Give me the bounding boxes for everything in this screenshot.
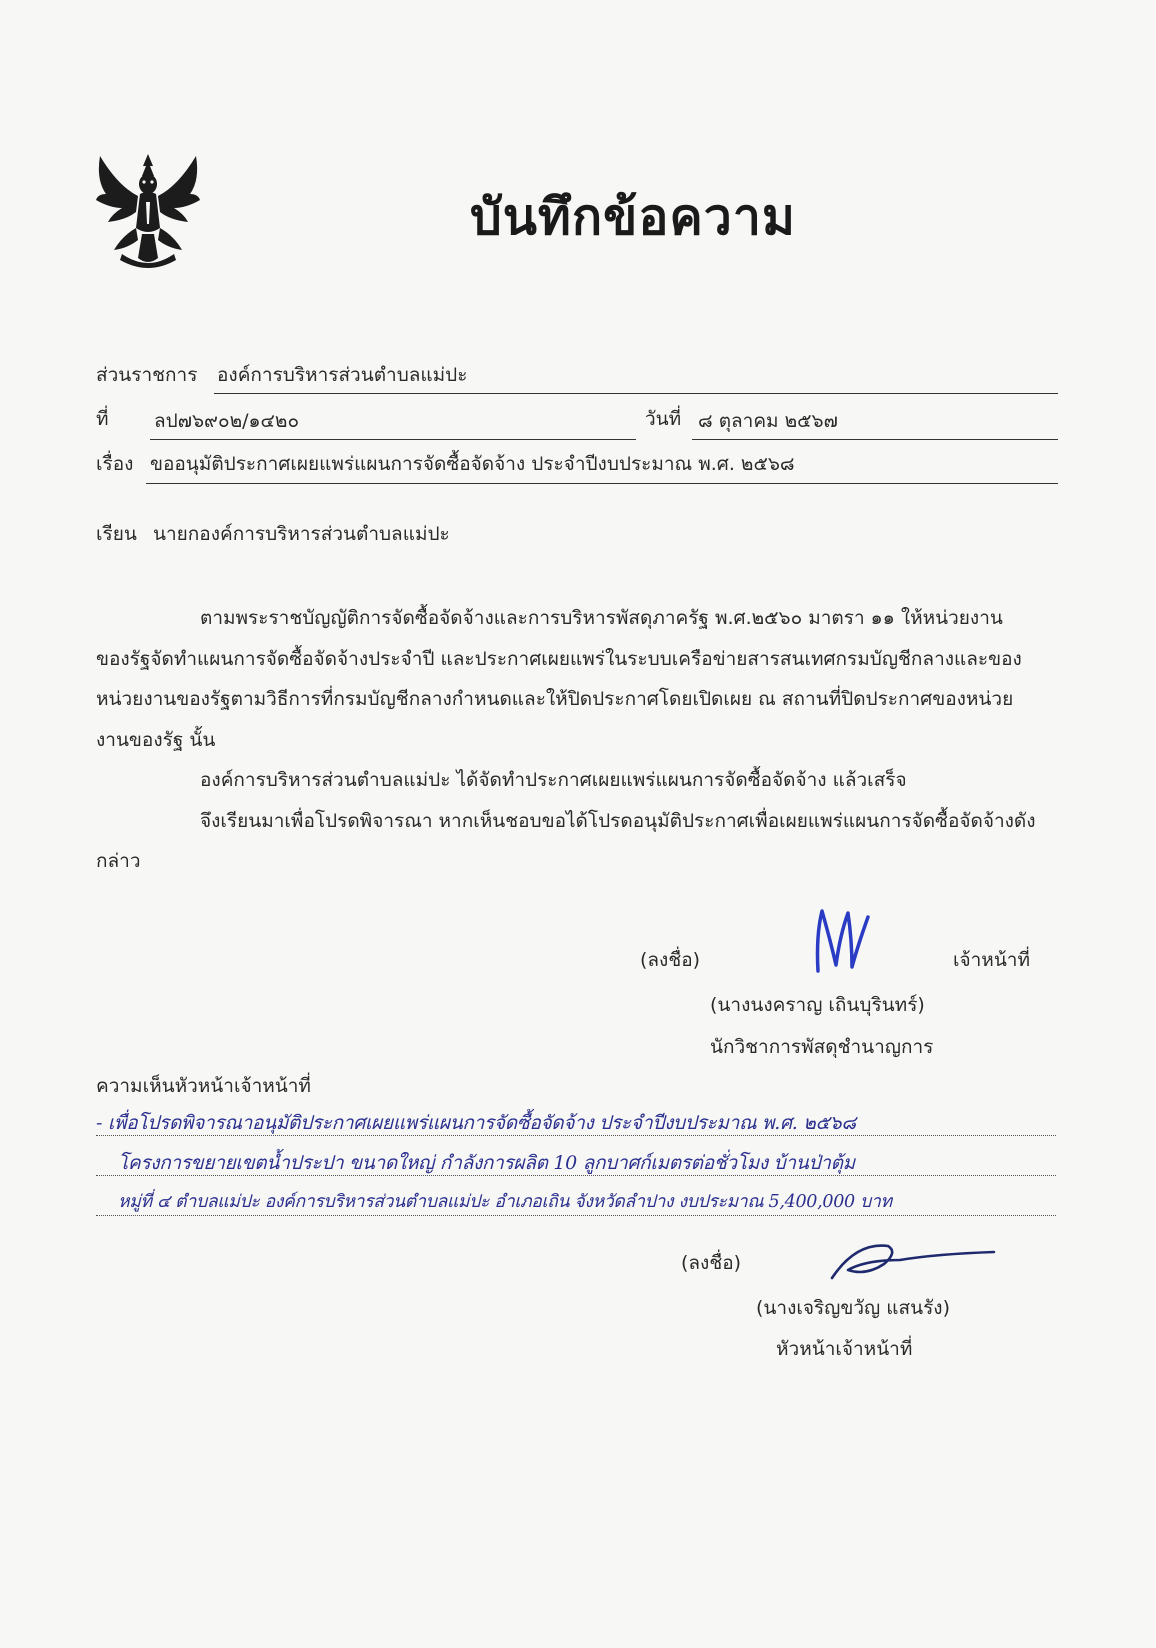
dotted-line	[96, 1175, 1056, 1176]
body-line: งานของรัฐ นั้น	[96, 728, 216, 751]
body-line: กล่าว	[96, 850, 141, 872]
opinion-label: ความเห็นหัวหน้าเจ้าหน้าที่	[96, 1075, 311, 1097]
dotted-line	[96, 1215, 1056, 1216]
agency-label: ส่วนราชการ	[96, 364, 198, 386]
subject-underline	[146, 483, 1058, 484]
dotted-line	[96, 1135, 1056, 1136]
to-label: เรียน	[96, 523, 137, 545]
to-value: นายกองค์การบริหารส่วนตำบลแม่ปะ	[153, 523, 450, 545]
garuda-emblem-icon	[92, 150, 204, 270]
body-line: จึงเรียนมาเพื่อโปรดพิจารณา หากเห็นชอบขอได้โปรดอนุมัติประกาศเพื่อเผยแพร่แผนการจัดซื้อจัดจ้างดัง	[200, 809, 1036, 832]
opinion-handwritten-line3: หมู่ที่ ๔ ตำบลแม่ปะ องค์การบริหารส่วนตำบลแม่ปะ อำเภอเถิน จังหวัดลำปาง งบประมาณ 5,400,000 บาท	[118, 1192, 892, 1212]
opinion-handwritten-line2: โครงการขยายเขตน้ำประปา ขนาดใหญ่ กำลังการผลิต 10 ลูกบาศก์เมตรต่อชั่วโมง บ้านป่าตุ้ม	[118, 1152, 855, 1174]
date-label: วันที่	[645, 408, 682, 430]
subject-label: เรื่อง	[96, 453, 134, 475]
ref-label: ที่	[96, 408, 109, 430]
agency-underline	[214, 393, 1058, 394]
signature1-role-suffix: เจ้าหน้าที่	[953, 949, 1031, 971]
signature1-position: นักวิชาการพัสดุชำนาญการ	[710, 1036, 934, 1058]
ref-value: ลป๗๖๙๐๒/๑๔๒๐	[154, 410, 300, 432]
signature2-sign-label: (ลงชื่อ)	[681, 1252, 742, 1274]
subject-value: ขออนุมัติประกาศเผยแพร่แผนการจัดซื้อจัดจ้าง ประจำปีงบประมาณ พ.ศ. ๒๕๖๘	[150, 453, 795, 475]
body-line: ของรัฐจัดทำแผนการจัดซื้อจัดจ้างประจำปี และประกาศเผยแพร่ในระบบเครือข่ายสารสนเทศกรมบัญชีกลางและของ	[96, 647, 1022, 670]
signature2-position: หัวหน้าเจ้าหน้าที่	[776, 1338, 913, 1360]
signature2-name: (นางเจริญขวัญ แสนรัง)	[756, 1297, 950, 1319]
date-value: ๘ ตุลาคม ๒๕๖๗	[698, 410, 838, 432]
date-underline	[692, 439, 1058, 440]
document-title: บันทึกข้อความ	[470, 188, 796, 246]
signature2-handwritten	[826, 1236, 996, 1284]
body-text	[96, 598, 1062, 882]
signature1-sign-label: (ลงชื่อ)	[640, 949, 701, 971]
signature1-handwritten	[812, 905, 872, 975]
body-line: หน่วยงานของรัฐตามวิธีการที่กรมบัญชีกลางกำหนดและให้ปิดประกาศโดยเปิดเผย ณ สถานที่ปิดประกาศของหน่วย	[96, 688, 1014, 710]
signature1-name: (นางนงคราญ เถินบุรินทร์)	[710, 994, 925, 1016]
body-line: ตามพระราชบัญญัติการจัดซื้อจัดจ้างและการบริหารพัสดุภาครัฐ พ.ศ.๒๕๖๐ มาตรา ๑๑ ให้หน่วยงาน	[200, 607, 1003, 629]
agency-value: องค์การบริหารส่วนตำบลแม่ปะ	[217, 364, 468, 386]
ref-underline	[150, 439, 636, 440]
opinion-handwritten-line1: - เพื่อโปรดพิจารณาอนุมัติประกาศเผยแพร่แผนการจัดซื้อจัดจ้าง ประจำปีงบประมาณ พ.ศ. ๒๕๖๘	[96, 1112, 856, 1134]
body-line: องค์การบริหารส่วนตำบลแม่ปะ ได้จัดทำประกาศเผยแพร่แผนการจัดซื้อจัดจ้าง แล้วเสร็จ	[200, 769, 907, 791]
